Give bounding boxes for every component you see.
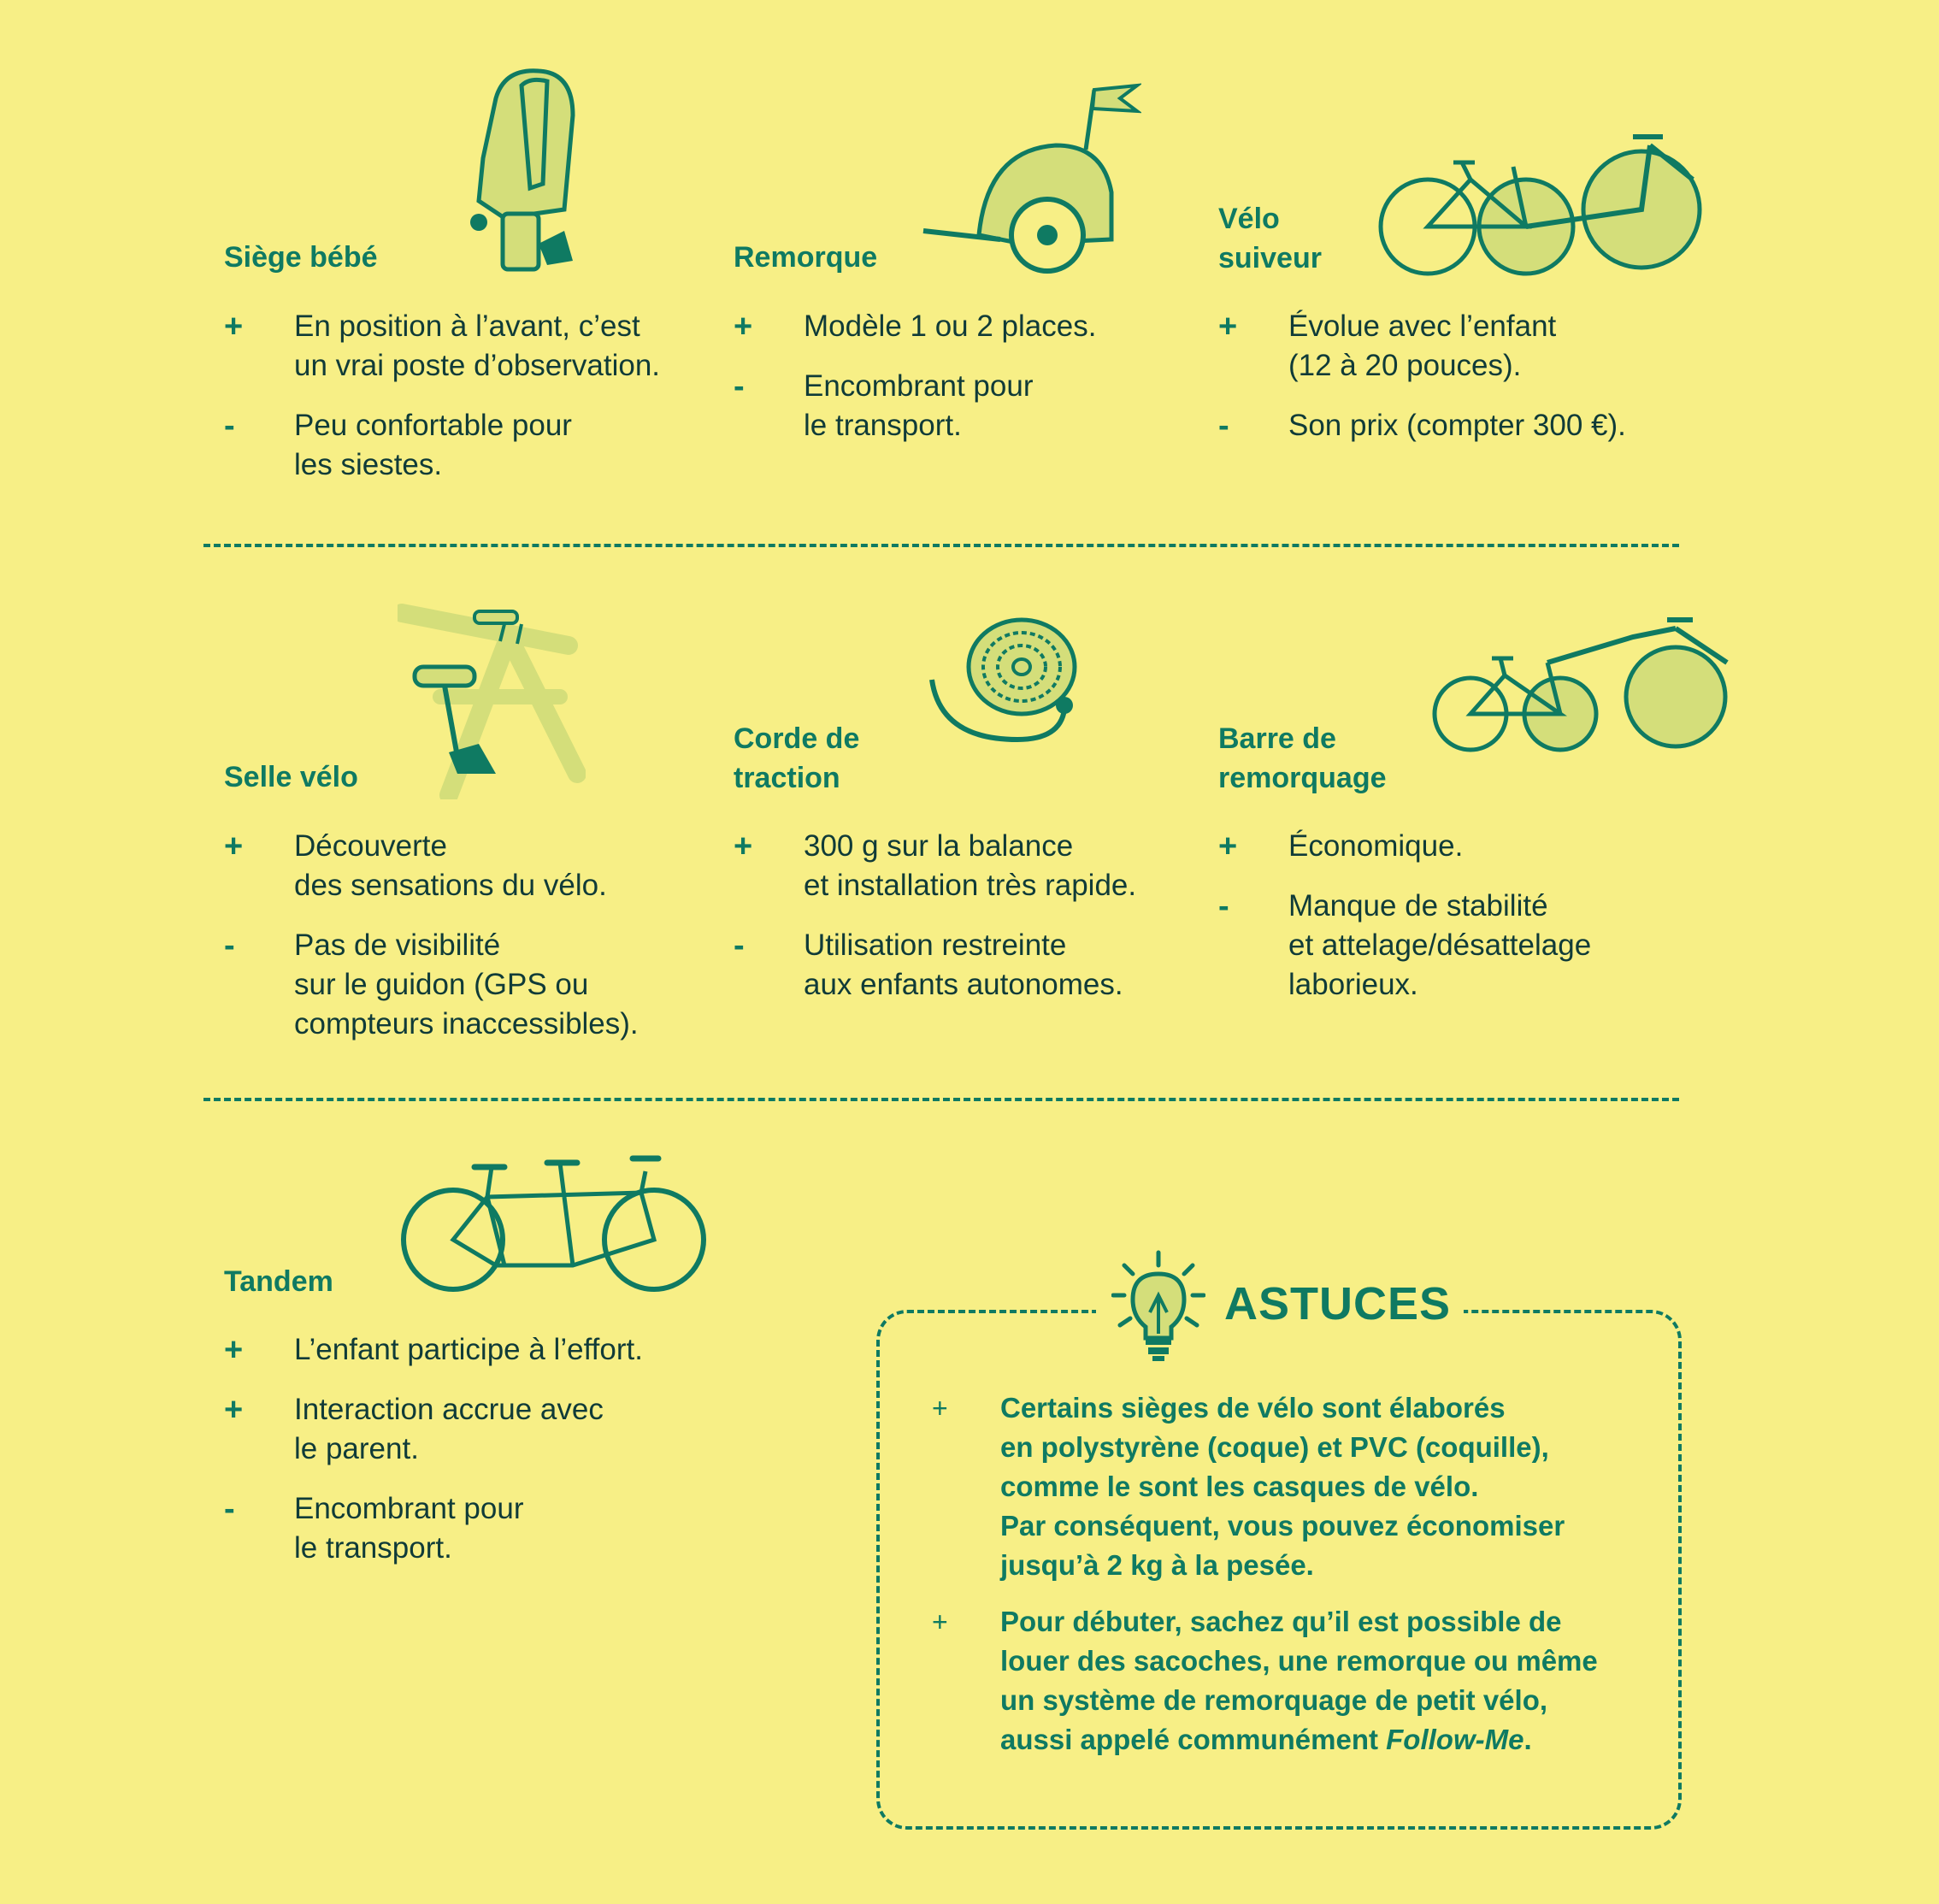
list-item: [224, 307, 703, 386]
tip-sign: +: [932, 1606, 948, 1637]
list-item: [734, 307, 1212, 346]
list-item: [224, 827, 703, 905]
tip-sign: +: [932, 1393, 948, 1424]
item-sign: +: [224, 1392, 244, 1428]
list-item: [224, 1489, 703, 1568]
item-sign: +: [734, 828, 753, 864]
item-text: Interaction accrue avec le parent.: [294, 1393, 604, 1465]
card-velo-suiveur-items: [1218, 307, 1697, 466]
list-item: [224, 406, 703, 485]
item-text: Pas de visibilité sur le guidon (GPS ou compteurs inaccessibles).: [294, 928, 639, 1040]
tip-item: [932, 1388, 1667, 1585]
trailer-bike-icon: [1368, 128, 1710, 286]
bike-saddle-icon: [398, 603, 586, 804]
item-sign: +: [224, 828, 244, 864]
tandem-bike-icon: [393, 1154, 718, 1300]
item-text: Manque de stabilité et attelage/désattelage laborieux.: [1288, 889, 1592, 1001]
item-text: Peu confortable pour les siestes.: [294, 409, 572, 481]
card-title: Tandem: [224, 1265, 333, 1298]
item-text: Encombrant pour le transport.: [804, 369, 1034, 442]
lightbulb-icon: [1111, 1248, 1205, 1368]
tip-suffix: .: [1524, 1724, 1532, 1755]
card-title: Remorque: [734, 241, 878, 274]
tip-emphasis: Follow-Me: [1386, 1724, 1524, 1755]
item-sign: +: [1218, 309, 1238, 345]
card-remorque-items: [734, 307, 1212, 466]
item-text: En position à l’avant, c’est un vrai poste d’observation.: [294, 309, 661, 382]
item-sign: -: [224, 408, 235, 444]
card-title: Vélo suiveur: [1218, 203, 1322, 274]
list-item: [734, 827, 1212, 905]
item-sign: -: [734, 368, 745, 404]
item-sign: -: [224, 928, 235, 964]
card-tandem-items: [224, 1330, 703, 1589]
item-sign: -: [1218, 888, 1229, 924]
list-item: [1218, 307, 1697, 386]
list-item: [224, 926, 703, 1044]
card-corde-traction-items: [734, 827, 1212, 1025]
tow-bar-icon: [1419, 611, 1753, 757]
item-text: Évolue avec l’enfant (12 à 20 pouces).: [1288, 309, 1557, 382]
item-text: Modèle 1 ou 2 places.: [804, 309, 1097, 343]
card-barre-remorquage-items: [1218, 827, 1697, 1025]
card-title: Siège bébé: [224, 241, 378, 274]
tips-title: ASTUCES: [1224, 1278, 1452, 1329]
list-item: [224, 1330, 703, 1370]
item-text: L’enfant participe à l’effort.: [294, 1333, 643, 1366]
section-divider: [203, 1098, 1679, 1101]
item-text: Encombrant pour le transport.: [294, 1492, 524, 1565]
list-item: [224, 1390, 703, 1469]
list-item: [734, 367, 1212, 445]
tip-text: [1000, 1602, 1667, 1760]
list-item: [1218, 406, 1697, 445]
tow-rope-icon: [923, 611, 1086, 752]
item-text: Utilisation restreinte aux enfants autonomes.: [804, 928, 1123, 1001]
list-item: [734, 926, 1212, 1005]
item-text: Découverte des sensations du vélo.: [294, 829, 607, 902]
card-title: Corde de traction: [734, 722, 860, 794]
section-divider: [203, 544, 1679, 547]
card-title: Selle vélo: [224, 761, 358, 793]
list-item: [1218, 827, 1697, 866]
item-text: Économique.: [1288, 829, 1464, 863]
list-item: [1218, 887, 1697, 1005]
child-seat-icon: [453, 64, 590, 282]
bike-trailer-icon: [919, 81, 1141, 282]
card-siege-bebe-items: [224, 307, 703, 505]
item-sign: -: [1218, 408, 1229, 444]
card-selle-velo-items: [224, 827, 703, 1064]
item-sign: +: [734, 309, 753, 345]
tip-item: [932, 1602, 1667, 1760]
item-sign: -: [734, 928, 745, 964]
card-title: Barre de remorquage: [1218, 722, 1387, 794]
item-sign: -: [224, 1491, 235, 1527]
item-text: Son prix (compter 300 €).: [1288, 409, 1626, 442]
tip-text-main: Pour débuter, sachez qu’il est possible de louer des sacoches, une remorque ou même un système de remorquage de petit vélo, aussi appelé communément: [1000, 1606, 1598, 1755]
tip-text: Certains sièges de vélo sont élaborés en polystyrène (coque) et PVC (coquille), comme le sont les casques de vélo. Par conséquent, vous pouvez économiser jusqu’à 2 kg à la pesée.: [1000, 1392, 1565, 1581]
item-sign: +: [1218, 828, 1238, 864]
item-text: 300 g sur la balance et installation très rapide.: [804, 829, 1137, 902]
item-sign: +: [224, 309, 244, 345]
item-sign: +: [224, 1332, 244, 1368]
